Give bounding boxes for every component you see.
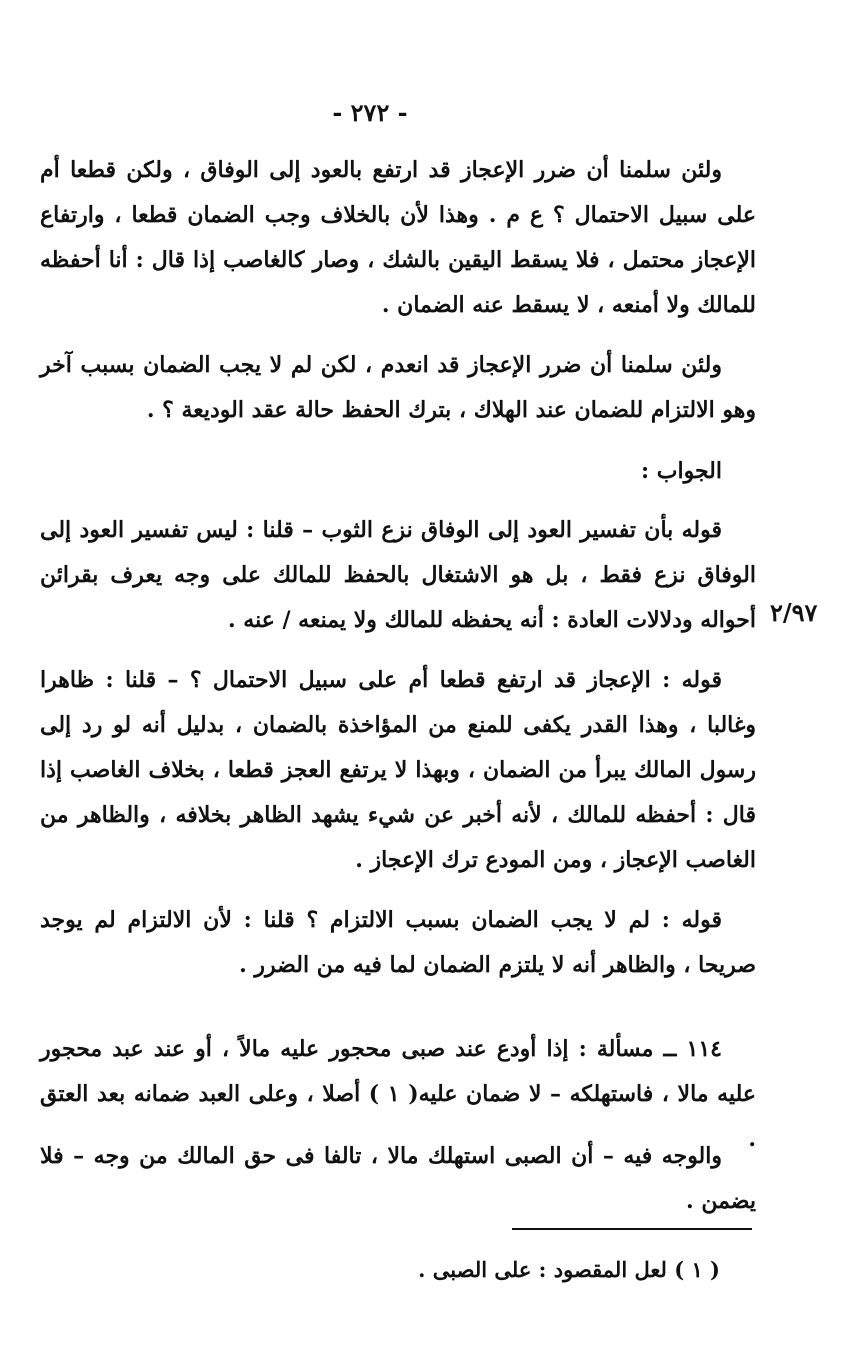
paragraph-text: والوجه فيه – أن الصبى استهلك مالا ، تالفا فى حق المالك من وجه – فلا يضمن . bbox=[40, 1143, 756, 1214]
paragraph-2 bbox=[40, 343, 756, 433]
paragraph-text: ١١٤ ــ مسألة : إذا أودع عند صبى محجور عليه مالاً ، أو عند عبد محجور عليه مالا ، فاستهلكه – لا ضمان عليه( ١ ) أصلا ، وعلى العبد ضمانه بعد العتق . bbox=[40, 1036, 756, 1152]
answer-heading bbox=[40, 449, 756, 494]
paragraph-5 bbox=[40, 658, 756, 883]
margin-reference: ٢/٩٧ bbox=[770, 598, 818, 627]
paragraph-text: ولئن سلمنا أن ضرر الإعجاز قد انعدم ، لكن لم لا يجب الضمان بسبب آخر وهو الالتزام للضمان عند الهلاك ، بترك الحفظ حالة عقد الوديعة ؟ . bbox=[40, 352, 756, 423]
paragraph-text: قوله : لم لا يجب الضمان بسبب الالتزام ؟ قلنا : لأن الالتزام لم يوجد صريحا ، والظاهر أنه لا يلتزم الضمان لما فيه من الضرر . bbox=[40, 907, 756, 978]
paragraph-text: الجواب : bbox=[641, 458, 722, 484]
paragraph-8 bbox=[40, 1134, 756, 1224]
footnote: ( ١ ) لعل المقصود : على الصبى . bbox=[418, 1257, 720, 1282]
page-number: - ٢٧٢ - bbox=[332, 98, 408, 127]
footnote-divider bbox=[512, 1228, 752, 1230]
paragraph-1 bbox=[40, 148, 756, 328]
paragraph-text: قوله : الإعجاز قد ارتفع قطعا أم على سبيل الاحتمال ؟ – قلنا : ظاهرا وغالبا ، وهذا القدر يكفى للمنع من المؤاخذة بالضمان ، بدليل أنه لو رد إلى رسول المالك يبرأ من الضمان ، وبهذا لا يرتفع العجز قطعا ، بخلاف الغاصب إذا قال : أحفظه للمالك ، لأنه أخبر عن شيء يشهد الظاهر بخلافه ، والظاهر من الغاصب الإعجاز ، ومن المودع ترك الإعجاز . bbox=[40, 667, 756, 873]
paragraph-text: قوله بأن تفسير العود إلى الوفاق نزع الثوب – قلنا : ليس تفسير العود إلى الوفاق نزع فقط ، بل هو الاشتغال بالحفظ للمالك على وجه يعرف بقرائن أحواله ودلالات العادة : أنه يحفظه للمالك ولا يمنعه / عنه . bbox=[40, 517, 756, 633]
paragraph-6 bbox=[40, 898, 756, 988]
paragraph-text: ولئن سلمنا أن ضرر الإعجاز قد ارتفع بالعود إلى الوفاق ، ولكن قطعا أم على سبيل الاحتمال ؟ ع م . وهذا لأن بالخلاف وجب الضمان قطعا ، وارتفاع الإعجاز محتمل ، فلا يسقط اليقين بالشك ، وصار كالغاصب إذا قال : أنا أحفظه للمالك ولا أمنعه ، لا يسقط عنه الضمان . bbox=[40, 157, 756, 318]
paragraph-4 bbox=[40, 508, 756, 643]
